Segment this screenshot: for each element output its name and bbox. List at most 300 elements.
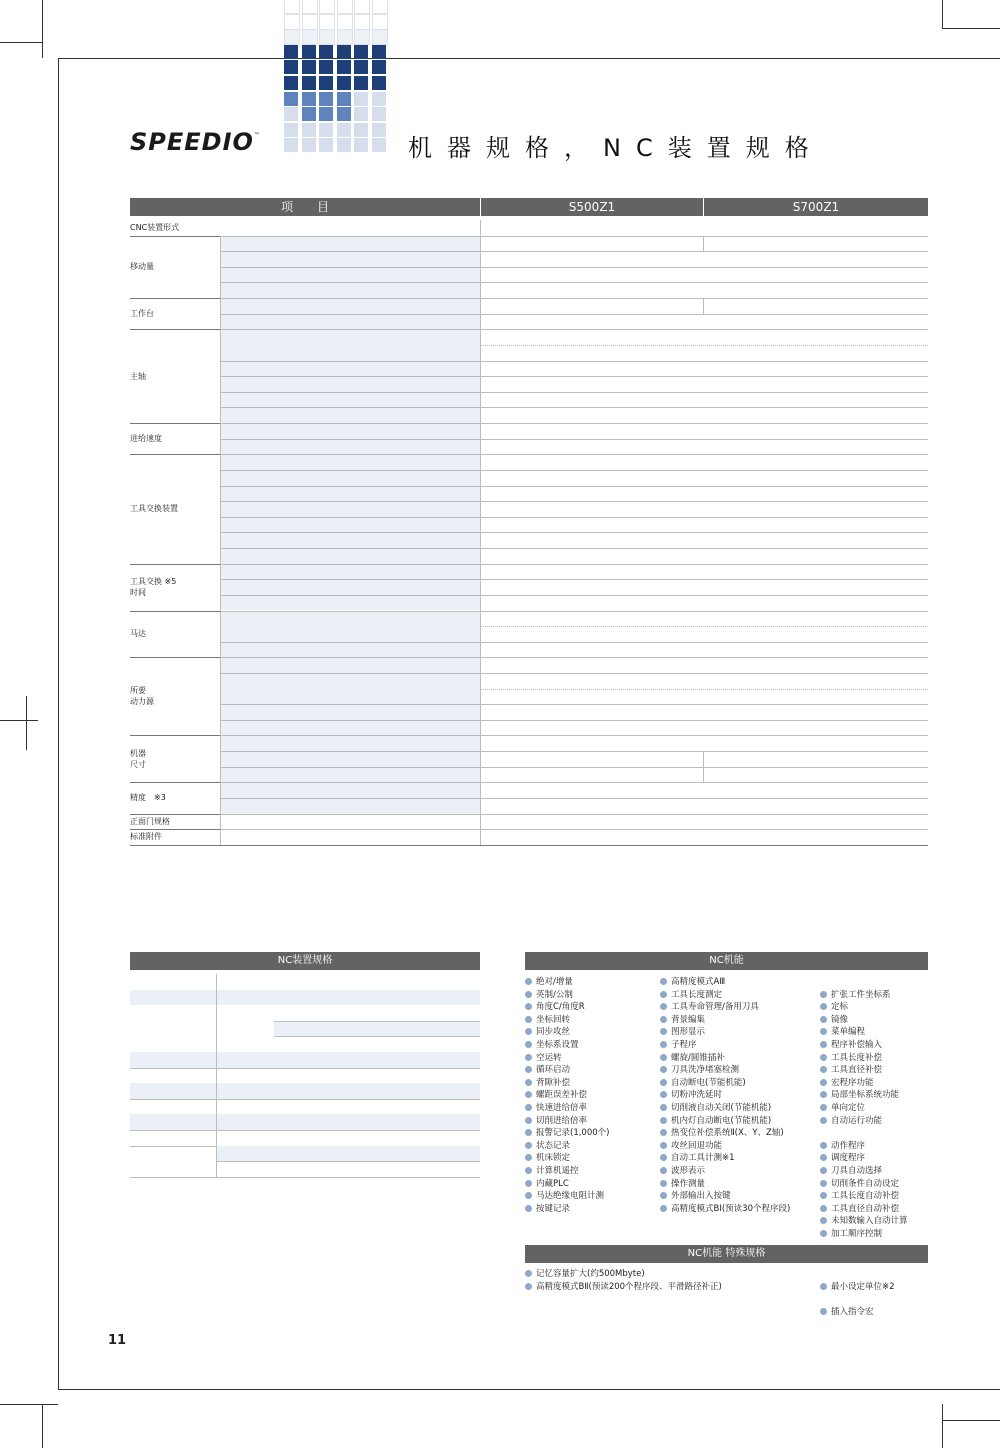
column-divider — [703, 767, 704, 783]
function-item — [660, 1178, 705, 1191]
row-divider — [221, 298, 928, 299]
bullet-icon — [525, 1079, 532, 1086]
special-item — [820, 1306, 874, 1319]
function-item — [820, 1140, 865, 1153]
function-item — [820, 1089, 899, 1102]
row-divider — [221, 454, 928, 455]
decorative-square — [337, 14, 353, 30]
function-item — [525, 1102, 587, 1115]
decorative-square — [372, 29, 388, 45]
column-divider — [220, 236, 221, 814]
function-item — [660, 1026, 705, 1039]
row-shade — [130, 1052, 480, 1068]
bullet-icon — [525, 1180, 532, 1187]
bullet-icon — [525, 1117, 532, 1124]
function-item — [525, 1001, 585, 1014]
row-shade — [221, 798, 480, 814]
crop-mark — [26, 696, 27, 750]
decorative-square — [372, 123, 386, 137]
row-divider — [221, 611, 928, 612]
function-item — [525, 989, 573, 1002]
bullet-icon — [820, 991, 827, 998]
row-divider — [221, 532, 928, 533]
row-divider — [221, 657, 928, 658]
bullet-icon — [525, 1154, 532, 1161]
function-item — [660, 1127, 784, 1140]
function-item — [525, 1064, 570, 1077]
decorative-square — [354, 92, 368, 106]
row-divider — [221, 282, 928, 283]
group-label: 进给速度 — [130, 434, 162, 444]
group-label: CNC装置形式 — [130, 223, 180, 233]
row-divider — [221, 376, 928, 377]
function-label: 绝对/增量 — [536, 977, 573, 987]
row-shade — [221, 782, 480, 798]
decorative-square — [372, 92, 386, 106]
row-shade — [221, 361, 480, 377]
bullet-icon — [525, 1142, 532, 1149]
decorative-square — [337, 29, 353, 45]
header-s700z1: S700Z1 — [704, 198, 928, 216]
row-divider — [221, 407, 928, 408]
row-divider — [221, 751, 928, 752]
function-item — [660, 1052, 725, 1065]
bullet-icon — [820, 1003, 827, 1010]
function-item — [820, 1077, 874, 1090]
function-item — [660, 1203, 790, 1216]
decorative-square — [302, 123, 316, 137]
row-shade — [221, 548, 480, 564]
decorative-square — [354, 76, 368, 90]
row-shade — [130, 990, 480, 1006]
decorative-square — [372, 76, 386, 90]
function-item — [820, 1064, 882, 1077]
special-item — [820, 1281, 895, 1294]
function-item — [820, 1052, 882, 1065]
function-label: 单向定位 — [831, 1103, 866, 1113]
crop-mark — [942, 1404, 943, 1448]
special-item — [525, 1281, 722, 1294]
decorative-square — [354, 138, 368, 152]
function-label: 工具长度自动补偿 — [831, 1191, 900, 1202]
decorative-square — [284, 123, 298, 137]
row-shade — [221, 298, 480, 314]
decorative-square — [302, 107, 316, 121]
function-label: 机内灯自动断电(节能机能) — [671, 1115, 772, 1126]
decorative-square — [319, 0, 335, 14]
decorative-square — [337, 0, 353, 14]
decorative-square — [284, 138, 298, 152]
bullet-icon — [820, 1117, 827, 1124]
row-shade — [221, 486, 480, 502]
bullet-icon — [525, 1091, 532, 1098]
function-item — [820, 1190, 899, 1203]
column-divider — [216, 974, 217, 1177]
function-label: 背景编集 — [671, 1014, 706, 1025]
row-shade — [221, 251, 480, 267]
bullet-icon — [820, 1308, 827, 1315]
function-label: 菜单编程 — [831, 1027, 866, 1038]
function-item — [525, 1178, 569, 1191]
function-label: 角度C/角度R — [536, 1002, 585, 1013]
decorative-square — [319, 138, 333, 152]
function-item — [525, 1190, 604, 1203]
decorative-square — [302, 45, 316, 59]
row-shade — [221, 579, 480, 595]
bullet-icon — [660, 1104, 667, 1111]
row-divider — [221, 720, 928, 721]
row-divider — [221, 767, 928, 768]
function-label: 切削进给倍率 — [536, 1115, 588, 1126]
function-label: 局部坐标系统功能 — [831, 1090, 900, 1101]
function-label: 刀具洗净堵塞检测 — [671, 1065, 740, 1076]
function-item — [525, 1014, 570, 1027]
bullet-icon — [525, 1104, 532, 1111]
row-divider — [221, 361, 928, 362]
decorative-square — [319, 60, 333, 74]
decorative-square — [372, 0, 388, 14]
nc-spec-title: NC装置规格 — [130, 952, 480, 970]
row-divider — [130, 1099, 480, 1100]
decorative-square — [284, 0, 300, 14]
function-label: 热变位补偿系统Ⅱ(X、Y、Z轴) — [671, 1128, 784, 1139]
decorative-square — [302, 29, 318, 45]
column-divider — [703, 236, 704, 252]
function-item — [525, 1140, 570, 1153]
function-label: 坐标系设置 — [536, 1040, 579, 1050]
row-shade — [221, 564, 480, 580]
row-shade — [221, 767, 480, 783]
decorative-square — [319, 107, 333, 121]
bullet-icon — [820, 1180, 827, 1187]
crop-mark — [0, 42, 42, 43]
decorative-square — [337, 60, 351, 74]
bullet-icon — [525, 1003, 532, 1010]
decorative-square — [302, 0, 318, 14]
bullet-icon — [820, 1054, 827, 1061]
decorative-square — [354, 107, 368, 121]
bullet-icon — [660, 1205, 667, 1212]
row-shade — [221, 329, 480, 360]
crop-mark — [942, 1420, 1000, 1421]
table-bottom — [130, 845, 928, 846]
function-label: 坐标回转 — [536, 1014, 571, 1025]
decorative-square — [284, 29, 300, 45]
decorative-square — [284, 76, 298, 90]
function-label: 循环启动 — [536, 1065, 571, 1076]
bullet-icon — [660, 1016, 667, 1023]
decorative-square — [302, 138, 316, 152]
bullet-icon — [820, 1230, 827, 1237]
function-label: 马达绝缘电阻计测 — [536, 1191, 605, 1202]
row-divider — [221, 579, 928, 580]
bullet-icon — [525, 1016, 532, 1023]
function-label: 切粉冲洗延时 — [671, 1090, 723, 1101]
row-shade — [221, 236, 480, 252]
decorative-square — [372, 14, 388, 30]
row-shade — [221, 704, 480, 720]
row-divider — [221, 329, 928, 330]
function-label: 高精度模式BⅠ(预读30个程序段) — [671, 1203, 791, 1214]
decorative-square — [337, 76, 351, 90]
decorative-square — [354, 14, 370, 30]
row-shade — [130, 1083, 480, 1099]
bullet-icon — [525, 1192, 532, 1199]
row-divider — [221, 564, 928, 565]
decorative-square — [319, 29, 335, 45]
decorative-square — [372, 45, 386, 59]
bullet-icon — [660, 1180, 667, 1187]
function-label: 高精度模式AⅢ — [671, 977, 726, 987]
function-label: 自动工具计测※1 — [671, 1153, 735, 1164]
row-divider — [481, 626, 928, 627]
row-divider — [221, 798, 928, 799]
decorative-square — [337, 92, 351, 106]
function-item — [525, 1039, 579, 1052]
row-divider — [221, 486, 928, 487]
row-shade — [221, 642, 480, 658]
row-shade — [221, 267, 480, 283]
decorative-square — [319, 14, 335, 30]
function-label: 按键记录 — [536, 1203, 571, 1214]
bullet-icon — [660, 1028, 667, 1035]
row-shade — [221, 751, 480, 767]
bullet-icon — [525, 1270, 532, 1277]
function-label: 自动运行功能 — [831, 1115, 883, 1126]
function-item — [660, 1064, 739, 1077]
bullet-icon — [660, 1079, 667, 1086]
function-label: 加工顺序控制 — [831, 1229, 883, 1239]
function-label: 工具直径补偿 — [831, 1065, 883, 1076]
decorative-square — [302, 60, 316, 74]
function-label: 切削条件自动设定 — [831, 1178, 900, 1189]
row-divider — [221, 517, 928, 518]
row-shade — [221, 517, 480, 533]
bullet-icon — [820, 1142, 827, 1149]
header-item: 项 目 — [130, 198, 480, 216]
row-divider — [221, 251, 928, 252]
group-label: 工具交换装置 — [130, 504, 178, 514]
function-item — [660, 1077, 746, 1090]
bullet-icon — [660, 978, 667, 985]
function-label: 未知数输入自动计算 — [831, 1216, 908, 1227]
function-item — [525, 1165, 579, 1178]
row-divider — [221, 470, 928, 471]
row-divider — [221, 642, 928, 643]
function-item — [660, 1152, 735, 1165]
row-shade — [221, 282, 480, 298]
function-label: 波形表示 — [671, 1166, 706, 1176]
group-label: 机器 尺寸 — [130, 748, 146, 769]
function-label: 定标 — [831, 1002, 849, 1013]
function-label: 螺距误差补偿 — [536, 1090, 588, 1101]
crop-mark — [0, 720, 38, 721]
function-label: 刀具自动选择 — [831, 1166, 883, 1176]
decorative-square — [337, 123, 351, 137]
function-item — [525, 1115, 587, 1128]
decorative-square — [302, 14, 318, 30]
function-item — [820, 989, 891, 1002]
decorative-square — [284, 107, 298, 121]
function-item — [660, 1089, 722, 1102]
bullet-icon — [660, 1142, 667, 1149]
row-shade — [274, 1021, 480, 1037]
row-divider — [274, 1036, 480, 1037]
function-item — [660, 1102, 771, 1115]
row-divider — [221, 423, 928, 424]
function-item — [820, 1115, 882, 1128]
function-label: 自动断电(节能机能) — [671, 1077, 746, 1088]
bullet-icon — [525, 1129, 532, 1136]
bullet-icon — [660, 1054, 667, 1061]
row-shade — [221, 720, 480, 736]
row-shade — [216, 1146, 480, 1162]
bullet-icon — [820, 1028, 827, 1035]
function-item — [660, 1140, 722, 1153]
group-label: 移动量 — [130, 262, 154, 272]
bullet-icon — [660, 1003, 667, 1010]
bullet-icon — [820, 1167, 827, 1174]
bullet-icon — [820, 1104, 827, 1111]
row-divider — [221, 267, 928, 268]
group-label: 标准附件 — [130, 832, 162, 842]
column-divider — [703, 751, 704, 767]
function-label: 调度程序 — [831, 1153, 866, 1164]
bullet-icon — [660, 991, 667, 998]
bullet-icon — [525, 1054, 532, 1061]
special-label: 记忆容量扩大(约500Mbyte) — [536, 1269, 645, 1279]
row-divider — [216, 1161, 480, 1162]
row-divider — [221, 782, 928, 783]
row-divider — [221, 392, 928, 393]
crop-mark — [0, 1404, 58, 1405]
decorative-square — [354, 0, 370, 14]
function-label: 外部输出入按键 — [671, 1191, 731, 1202]
bullet-icon — [525, 1205, 532, 1212]
crop-mark — [42, 1404, 43, 1448]
function-item — [660, 989, 722, 1002]
function-label: 切削液自动关闭(节能机能) — [671, 1103, 772, 1113]
decorative-square — [284, 45, 298, 59]
row-divider — [221, 595, 928, 596]
function-label: 程序补偿输入 — [831, 1040, 883, 1050]
row-divider — [481, 345, 928, 346]
row-divider — [221, 548, 928, 549]
bullet-icon — [525, 978, 532, 985]
function-label: 子程序 — [671, 1040, 697, 1050]
function-item — [525, 1152, 570, 1165]
decorative-square — [319, 45, 333, 59]
function-item — [820, 1152, 865, 1165]
row-divider — [221, 829, 928, 830]
function-label: 工具寿命管理/备用刀具 — [671, 1002, 759, 1013]
function-label: 镜像 — [831, 1014, 849, 1025]
decorative-square — [337, 138, 351, 152]
row-divider — [130, 1177, 480, 1178]
header-s500z1: S500Z1 — [481, 198, 703, 216]
function-label: 图形显示 — [671, 1027, 706, 1038]
function-label: 英制/公制 — [536, 989, 573, 1000]
group-label: 精度 ※3 — [130, 793, 166, 803]
row-shade — [221, 407, 480, 423]
bullet-icon — [525, 1066, 532, 1073]
row-divider — [481, 689, 928, 690]
bullet-icon — [820, 1217, 827, 1224]
nc-special-title: NC机能 特殊规格 — [525, 1245, 928, 1263]
bullet-icon — [820, 1192, 827, 1199]
group-label: 主轴 — [130, 371, 146, 381]
row-divider — [221, 314, 928, 315]
group-label: 马达 — [130, 629, 146, 639]
group-label: 所要 动力源 — [130, 686, 154, 707]
function-label: 状态记录 — [536, 1140, 571, 1151]
function-item — [660, 1115, 771, 1128]
function-label: 背隙补偿 — [536, 1077, 571, 1088]
function-item — [660, 1165, 705, 1178]
function-label: 工具直径自动补偿 — [831, 1203, 900, 1214]
decorative-square — [354, 45, 368, 59]
bullet-icon — [660, 1192, 667, 1199]
bullet-icon — [820, 1079, 827, 1086]
function-label: 快速进给倍率 — [536, 1103, 588, 1113]
function-label: 扩张工件坐标系 — [831, 989, 891, 1000]
function-item — [660, 1001, 759, 1014]
decorative-square — [319, 76, 333, 90]
crop-mark — [42, 0, 43, 58]
row-shade — [221, 657, 480, 673]
decorative-square — [302, 76, 316, 90]
crop-mark — [942, 28, 1000, 29]
bullet-icon — [820, 1091, 827, 1098]
bullet-icon — [525, 1041, 532, 1048]
group-label: 工作台 — [130, 309, 154, 319]
decorative-square — [337, 107, 351, 121]
row-shade — [130, 1114, 480, 1130]
function-item — [820, 1102, 865, 1115]
function-item — [660, 1039, 697, 1052]
function-item — [820, 1178, 899, 1191]
function-label: 工具长度补偿 — [831, 1052, 883, 1063]
function-item — [820, 1203, 899, 1216]
row-shade — [221, 501, 480, 517]
function-item — [820, 1039, 882, 1052]
group-label: 正面门规格 — [130, 816, 170, 826]
function-item — [525, 1127, 609, 1140]
row-shade — [221, 314, 480, 330]
function-label: 操作测量 — [671, 1178, 706, 1189]
decorative-square — [284, 92, 298, 106]
decorative-square — [319, 92, 333, 106]
crop-mark — [942, 0, 943, 28]
bullet-icon — [525, 991, 532, 998]
bullet-icon — [660, 1117, 667, 1124]
function-item — [660, 976, 725, 989]
function-item — [525, 1052, 562, 1065]
function-label: 攻丝回退功能 — [671, 1140, 723, 1151]
bullet-icon — [820, 1066, 827, 1073]
function-label: 内藏PLC — [536, 1178, 569, 1189]
decorative-square — [354, 29, 370, 45]
bullet-icon — [525, 1167, 532, 1174]
row-shade — [221, 454, 480, 470]
function-item — [660, 1014, 705, 1027]
page-title: 机器规格，NC装置规格 — [408, 134, 824, 162]
bullet-icon — [820, 1154, 827, 1161]
function-item — [525, 1077, 570, 1090]
decorative-square — [302, 92, 316, 106]
function-item — [525, 976, 573, 989]
decorative-square — [319, 123, 333, 137]
